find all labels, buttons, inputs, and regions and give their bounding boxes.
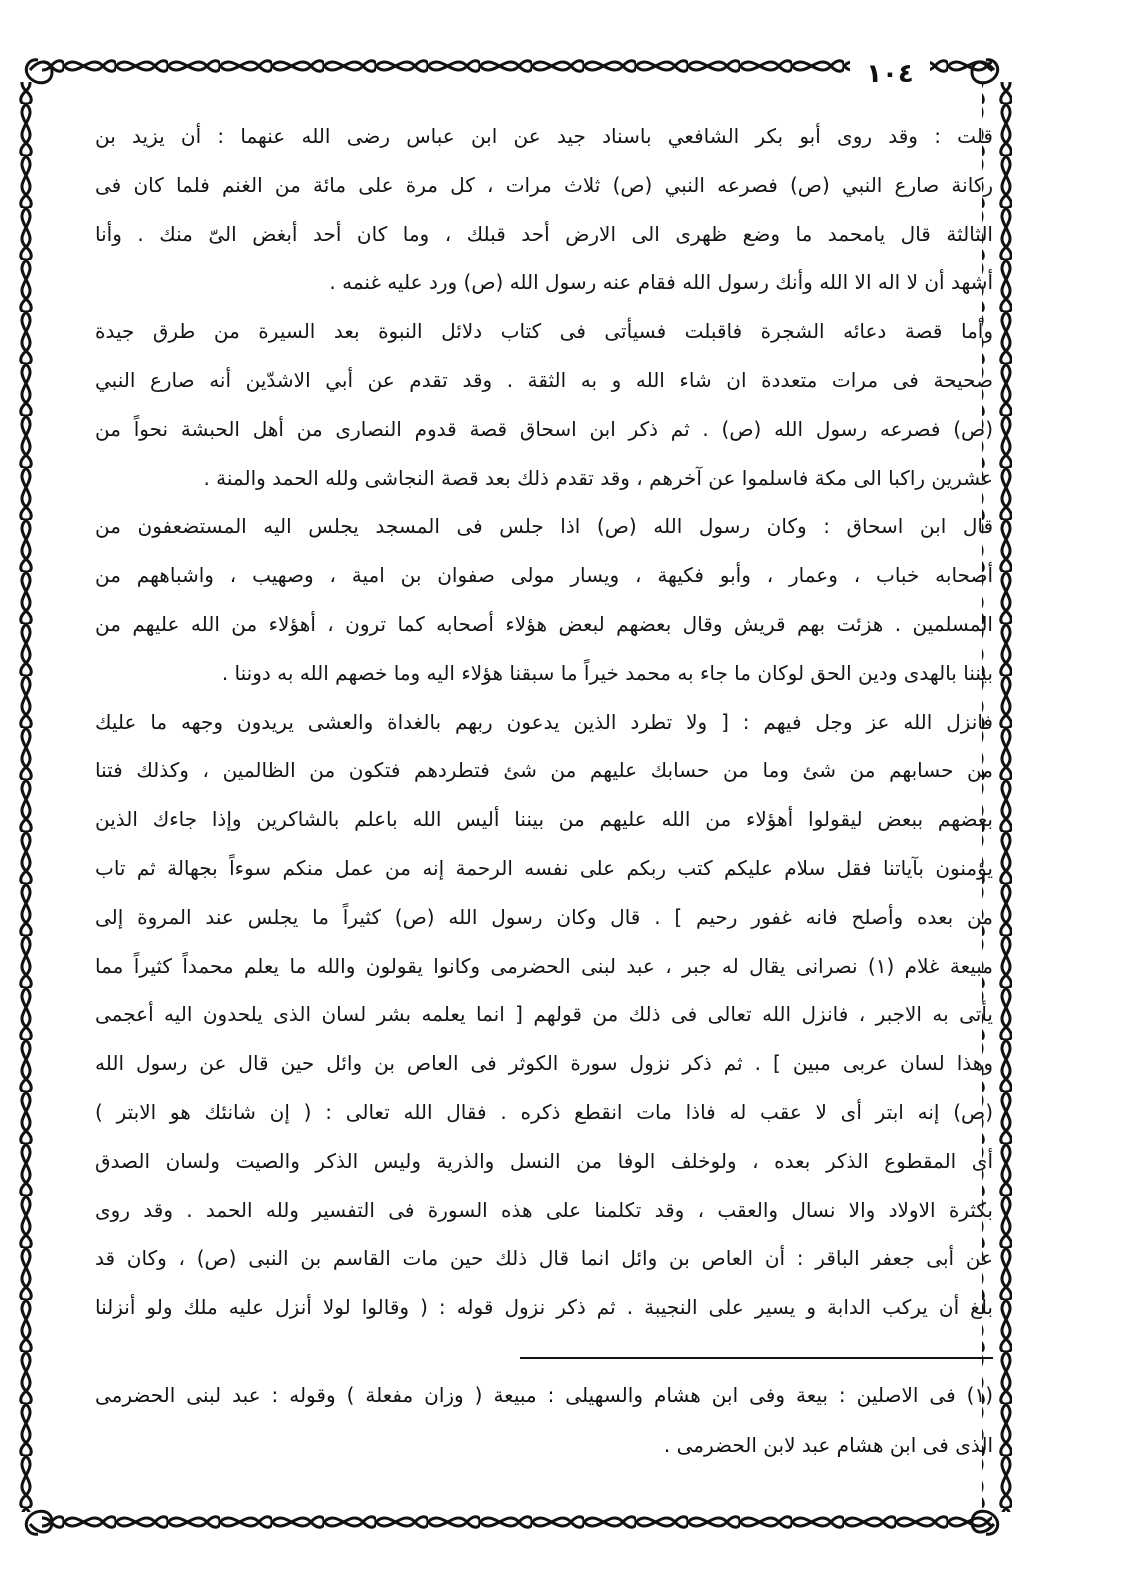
text-line: عن أبى جعفر الباقر : أن العاص بن وائل انما قال ذلك حين مات القاسم بن النبى (ص) ، وكان قد [95, 1246, 993, 1271]
text-line: قال ابن اسحاق : وكان رسول الله (ص) اذا جلس فى المسجد يجلس اليه المستضعفون من [95, 514, 993, 539]
footnotes [95, 1370, 993, 1470]
text-line: فانزل الله عز وجل فيهم : [ ولا تطرد الذين يدعون ربهم بالغداة والعشى يريدون وجهه ما عليك [95, 709, 993, 734]
text-line: يأتى به الاجبر ، فانزل الله تعالى فى ذلك من قولهم [ انما يعلمه بشر لسان الذى يلحدون اليه أعجمى [95, 1002, 993, 1027]
footnote-line: (١) فى الاصلين : بيعة وفى ابن هشام والسهيلى : مبيعة ( وزان مفعلة ) وقوله : عبد لبنى الحضرمى [95, 1383, 993, 1407]
footnote-separator [520, 1357, 993, 1359]
text-line: وهذا لسان عربى مبين ] . ثم ذكر نزول سورة الكوثر فى العاص بن وائل حين قال عن رسول الله [95, 1051, 993, 1076]
page-number: ١٠٤ [850, 58, 930, 90]
text-line: من بعده وأصلح فانه غفور رحيم ] . قال وكان رسول الله (ص) كثيراً ما يجلس عند المروة إلى [95, 904, 993, 929]
text-line: عشرين راكبا الى مكة فاسلموا عن آخرهم ، وقد تقدم ذلك بعد قصة النجاشى ولله الحمد والمنة . [203, 465, 993, 490]
text-line: قلت : وقد روى أبو بكر الشافعي باسناد جيد عن ابن عباس رضى الله عنهما : أن يزيد بن [95, 124, 993, 148]
text-line: (ص) فصرعه رسول الله (ص) . ثم ذكر ابن اسحاق قصة قدوم النصارى من أهل الحبشة نحواً من [95, 416, 993, 441]
text-line: أصحابه خباب ، وعمار ، وأبو فكيهة ، ويسار مولى صفوان بن امية ، وصهيب ، واشباههم من [95, 563, 993, 588]
text-line: بكثرة الاولاد والا نسال والعقب ، وقد تكلمنا على هذه السورة فى التفسير ولله الحمد . وقد روى [95, 1197, 993, 1222]
text-line: صحيحة فى مرات متعددة ان شاء الله و به الثقة . وقد تقدم عن أبي الاشدّين أنه صارع النبي [95, 367, 993, 392]
text-line: ركانة صارع النبي (ص) فصرعه النبي (ص) ثلاث مرات ، كل مرة على مائة من الغنم فلما كان فى [95, 172, 993, 197]
text-line: المسلمين . هزئت بهم قريش وقال بعضهم لبعض هؤلاء أصحابه كما ترون ، أهؤلاء من الله عليهم من [95, 611, 993, 636]
text-line: مبيعة غلام (١) نصرانى يقال له جبر ، عبد لبنى الحضرمى وكانوا يقولون والله ما يعلم محمداً كثيراً مما [95, 953, 993, 978]
footnote-line: الذى فى ابن هشام عبد لابن الحضرمى . [663, 1433, 993, 1457]
text-line: بعضهم ببعض ليقولوا أهؤلاء من الله عليهم من بيننا أليس الله باعلم بالشاكرين وإذا جاءك الذين [95, 807, 993, 832]
text-line: الثالثة قال يامحمد ما وضع ظهرى الى الارض أحد قبلك ، وما كان أحد أبغض الىّ منك . وأنا [95, 221, 993, 246]
text-line: يؤمنون بآياتنا فقل سلام عليكم كتب ربكم على نفسه الرحمة إنه من عمل منكم سوءاً بجهالة ثم تاب [95, 855, 993, 880]
text-line: بلغ أن يركب الدابة و يسير على النجيبة . ثم ذكر نزول قوله : ( وقالوا لولا أنزل عليه ملك ولو أنزلنا [95, 1295, 993, 1320]
text-line: أشهد أن لا اله الا الله وأنك رسول الله فقام عنه رسول الله (ص) ورد عليه غنمه . [329, 270, 993, 295]
text-line: (ص) إنه ابتر أى لا عقب له فاذا مات انقطع ذكره . فقال الله تعالى : ( إن شانئك هو الابتر ) [95, 1099, 993, 1124]
body-text [95, 112, 993, 1332]
text-line: وأما قصة دعائه الشجرة فاقبلت فسيأتى فى كتاب دلائل النبوة بعد السيرة من طرق جيدة [95, 319, 993, 344]
text-line: أى المقطوع الذكر بعده ، ولوخلف الوفا من النسل والذرية وليس الذكر والصيت ولسان الصدق [95, 1148, 993, 1173]
text-line: من حسابهم من شئ وما من حسابك عليهم من شئ فتطردهم فتكون من الظالمين ، وكذلك فتنا [95, 758, 993, 783]
text-line: بيننا بالهدى ودين الحق لوكان ما جاء به محمد خيراً ما سبقنا هؤلاء اليه وما خصهم الله به دوننا . [221, 660, 993, 685]
